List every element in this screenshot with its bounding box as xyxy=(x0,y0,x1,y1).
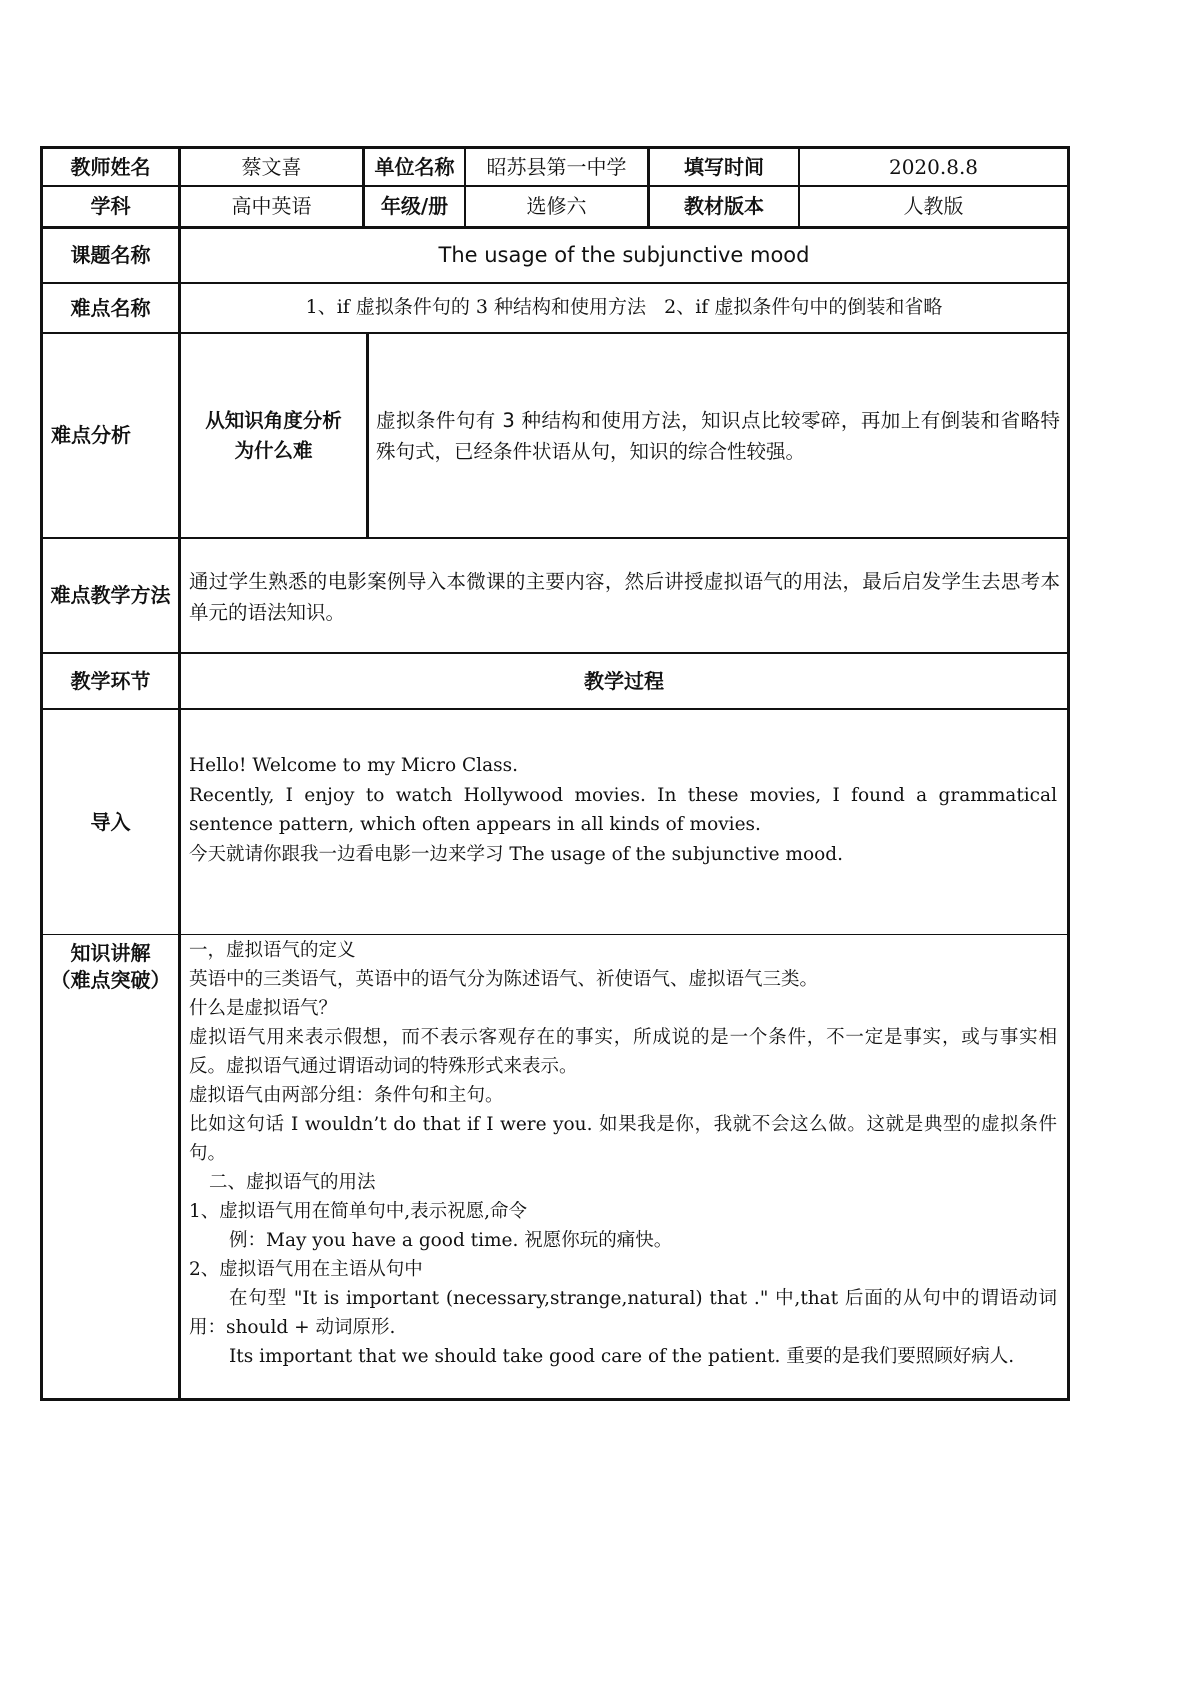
process-label: 教学过程 xyxy=(584,668,664,693)
knowledge-line: 英语中的三类语气，英语中的语气分为陈述语气、祈使语气、虚拟语气三类。 xyxy=(189,969,819,990)
teacher-label: 教师姓名 xyxy=(70,154,151,179)
subject-value: 高中英语 xyxy=(231,194,312,218)
intro-text xyxy=(189,751,1057,869)
date-value: 2020.8.8 xyxy=(888,154,979,179)
knowledge-line: 1、虚拟语气用在简单句中,表示祝愿,命令 xyxy=(189,1201,528,1222)
knowledge-line: 一，虚拟语气的定义 xyxy=(189,940,356,961)
difficulty-label: 难点名称 xyxy=(70,295,151,320)
topic-label: 课题名称 xyxy=(70,243,151,267)
textbook-label: 教材版本 xyxy=(684,194,764,218)
difficulty-value: 1、if 虚拟条件句的 3 种结构和使用方法 2、if 虚拟条件句中的倒装和省略 xyxy=(305,296,943,319)
knowledge-line: 二、虚拟语气的用法 xyxy=(209,1172,376,1193)
knowledge-line: 什么是虚拟语气？ xyxy=(189,998,338,1019)
unit-name: 昭苏县第一中学 xyxy=(486,154,627,179)
subject-label: 学科 xyxy=(90,194,131,218)
knowledge-line: 2、虚拟语气用在主语从句中 xyxy=(189,1259,423,1280)
analysis-sublabel: 从知识角度分析为什么难 xyxy=(205,409,342,462)
knowledge-line: Its important that we should take good care of the patient. 重要的是我们要照顾好病人. xyxy=(229,1346,1015,1367)
knowledge-text xyxy=(189,936,1057,1371)
analysis-label: 难点分析 xyxy=(51,423,131,447)
intro-line: Recently, I enjoy to watch Hollywood movies. In these movies, I found a grammatical sentence pattern, which often appears in all kinds of movies. xyxy=(189,784,1057,835)
method-text: 通过学生熟悉的电影案例导入本微课的主要内容，然后讲授虚拟语气的用法，最后启发学生去思考本单元的语法知识。 xyxy=(189,570,1060,624)
process-step-label: 教学环节 xyxy=(70,668,151,693)
knowledge-line: 比如这句话 I wouldn’t do that if I were you. 如果我是你，我就不会这么做。这就是典型的虚拟条件句。 xyxy=(189,1114,1057,1164)
unit-label: 单位名称 xyxy=(374,154,455,179)
topic-value: The usage of the subjunctive mood xyxy=(438,243,810,268)
knowledge-label-line1: 知识讲解 xyxy=(70,941,151,965)
grade-value: 选修六 xyxy=(526,194,587,218)
knowledge-label xyxy=(43,936,178,998)
intro-line: Hello! Welcome to my Micro Class. xyxy=(189,755,518,776)
knowledge-line: 虚拟语气用来表示假想，而不表示客观存在的事实，所成说的是一个条件，不一定是事实，或与事实相反。虚拟语气通过谓语动词的特殊形式来表示。 xyxy=(189,1027,1057,1077)
knowledge-label-line2: （难点突破） xyxy=(50,968,171,992)
intro-label: 导入 xyxy=(90,809,131,834)
textbook-value: 人教版 xyxy=(903,194,964,218)
teacher-name: 蔡文喜 xyxy=(241,154,302,179)
analysis-text: 虚拟条件句有 3 种结构和使用方法，知识点比较零碎，再加上有倒装和省略特殊句式，已经条件状语从句，知识的综合性较强。 xyxy=(376,409,1060,463)
knowledge-line: 在句型 "It is important (necessary,strange,natural) that ." 中,that 后面的从句中的谓语动词用：should + 动词原形. xyxy=(189,1288,1057,1338)
knowledge-line: 例：May you have a good time. 祝愿你玩的痛快。 xyxy=(229,1230,673,1251)
knowledge-line: 虚拟语气由两部分组：条件句和主句。 xyxy=(189,1085,504,1106)
date-label: 填写时间 xyxy=(684,154,764,179)
method-label: 难点教学方法 xyxy=(50,583,171,607)
intro-line: 今天就请你跟我一边看电影一边来学习 The usage of the subjunctive mood. xyxy=(189,843,843,865)
grade-label: 年级/册 xyxy=(380,194,449,218)
